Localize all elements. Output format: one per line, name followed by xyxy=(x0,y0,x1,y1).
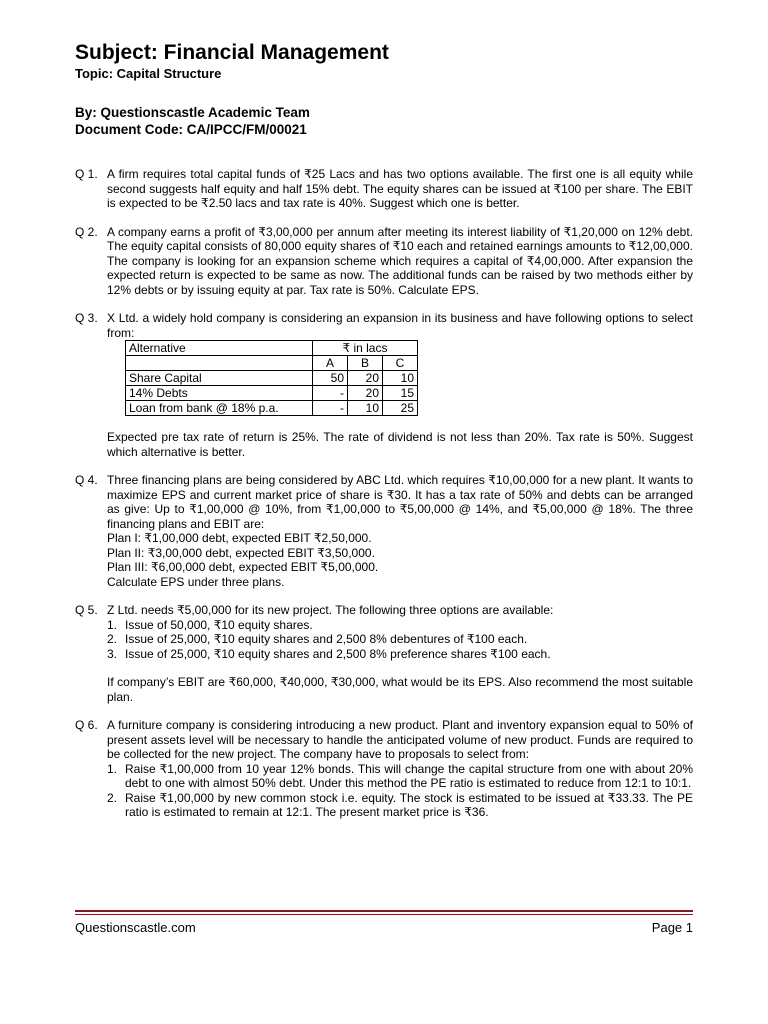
subject-title: Subject: Financial Management xyxy=(75,41,389,64)
table-col-a: A xyxy=(313,356,348,371)
option-text: Issue of 25,000, ₹10 equity shares and 2,500 8% debentures of ₹100 each. xyxy=(125,632,528,646)
table-cell-empty xyxy=(126,356,313,371)
option-list xyxy=(107,762,693,820)
question-number: Q 6. xyxy=(75,718,98,732)
question-number: Q 1. xyxy=(75,167,98,181)
question-1 xyxy=(75,167,693,211)
cell-a: 50 xyxy=(313,371,348,386)
question-4 xyxy=(75,473,693,589)
footer-rule xyxy=(75,910,693,912)
option-text: Raise ₹1,00,000 by new common stock i.e. equity. The stock is estimated to be issued at ₹33.33. The PE ratio is estimated to remain at 12:1. The present market price is ₹36. xyxy=(125,790,693,819)
option-number: 2. xyxy=(107,632,118,646)
plan-1: Plan I: ₹1,00,000 debt, expected EBIT ₹2,50,000. xyxy=(107,531,372,545)
cell-a: - xyxy=(313,401,348,416)
question-2 xyxy=(75,225,693,298)
question-text: Three financing plans are being considered by ABC Ltd. which requires ₹10,00,000 for a new plant. It wants to maximize EPS and current market price of share is ₹30. It has a tax rate of 50% and debts can be arranged as give: Up to ₹1,00,000 @ 10%, from ₹1,00,000 to ₹5,00,000 @ 14%, and ₹5,00,000 @ 18%. The three financing plans and EBIT are: xyxy=(107,473,693,531)
question-6 xyxy=(75,718,693,820)
plan-2: Plan II: ₹3,00,000 debt, expected EBIT ₹3,50,000. xyxy=(107,545,375,560)
question-followup: Expected pre tax rate of return is 25%. The rate of dividend is not less than 20%. Tax rate is 50%. Suggest which alternative is better. xyxy=(107,430,693,459)
question-text: A furniture company is considering introducing a new product. Plant and inventory expansion equal to 50% of present assets level will be necessary to handle the anticipated volume of new product. Funds are required to be collected for the new project. The company have to proposals to select from: xyxy=(107,718,693,761)
cell-c: 15 xyxy=(383,386,418,401)
list-item xyxy=(107,618,693,633)
topic-line: Topic: Capital Structure xyxy=(75,66,222,81)
document-code: Document Code: CA/IPCC/FM/00021 xyxy=(75,122,307,137)
question-5 xyxy=(75,603,693,704)
list-item xyxy=(107,762,693,791)
author-block xyxy=(75,104,693,138)
option-text: Issue of 50,000, ₹10 equity shares. xyxy=(125,617,313,632)
table-row xyxy=(126,371,418,386)
cell-c: 10 xyxy=(383,371,418,386)
question-number: Q 4. xyxy=(75,473,98,487)
cell-b: 20 xyxy=(348,386,383,401)
question-text: Z Ltd. needs ₹5,00,000 for its new project. The following three options are available: xyxy=(107,603,554,617)
cell-a: - xyxy=(313,386,348,401)
table-row xyxy=(126,401,418,416)
question-text: A company earns a profit of ₹3,00,000 per annum after meeting its interest liability of ₹1,20,000 on 12% debt. The equity capital consists of 80,000 equity shares of ₹10 each and retained earnings amounts to ₹12,00,000. The company is looking for an expansion scheme which requires a capital of ₹4,00,000. After expansion the expected return is expected to be same as now. The additional funds can be raised by two methods either by 12% debts or by issuing equity at par. Tax rate is 50%. Calculate EPS. xyxy=(107,224,693,297)
list-item xyxy=(107,632,693,647)
option-text: Raise ₹1,00,000 from 10 year 12% bonds. This will change the capital structure from one with about 20% debt to one with almost 50% debt. Under this method the PE ratio is estimated to reduce from 12:1 to 10:1. xyxy=(125,761,693,790)
question-number: Q 2. xyxy=(75,224,98,239)
cell-c: 25 xyxy=(383,401,418,416)
question-number: Q 5. xyxy=(75,603,98,617)
plan-3: Plan III: ₹6,00,000 debt, expected EBIT ₹5,00,000. xyxy=(107,560,379,574)
row-label: 14% Debts xyxy=(126,386,313,401)
list-item xyxy=(107,791,693,820)
table-column-row xyxy=(126,356,418,371)
table-col-c: C xyxy=(383,356,418,371)
cell-b: 20 xyxy=(348,371,383,386)
question-followup: If company’s EBIT are ₹60,000, ₹40,000, ₹30,000, what would be its EPS. Also recommend the most suitable plan. xyxy=(107,675,693,704)
question-text: A firm requires total capital funds of ₹25 Lacs and has two options available. The first one is all equity while second suggests half equity and half 15% debt. The equity shares can be issued at ₹100 per share. The EBIT is expected to be ₹2.50 lacs and tax rate is 40%. Suggest which one is better. xyxy=(107,167,693,210)
option-number: 1. xyxy=(107,617,118,632)
table-row xyxy=(126,386,418,401)
table-header-label: Alternative xyxy=(126,341,313,356)
option-number: 2. xyxy=(107,790,118,805)
author-line: By: Questionscastle Academic Team xyxy=(75,105,310,120)
question-3 xyxy=(75,311,693,459)
option-list xyxy=(107,618,693,662)
question-number: Q 3. xyxy=(75,311,98,325)
option-number: 1. xyxy=(107,761,118,776)
table-unit-label: ₹ in lacs xyxy=(313,341,418,356)
list-item xyxy=(107,647,693,662)
row-label: Loan from bank @ 18% p.a. xyxy=(126,401,313,416)
question-text: X Ltd. a widely hold company is considering an expansion in its business and have following options to select from: xyxy=(107,311,693,340)
footer-rule-thin xyxy=(75,914,693,915)
question-closing: Calculate EPS under three plans. xyxy=(107,574,285,589)
option-number: 3. xyxy=(107,646,118,661)
alternatives-table xyxy=(125,340,418,416)
page-number: Page 1 xyxy=(651,920,693,935)
footer-site: Questionscastle.com xyxy=(75,920,196,935)
page-footer xyxy=(75,910,693,935)
question-list xyxy=(75,167,693,820)
option-text: Issue of 25,000, ₹10 equity shares and 2,500 8% preference shares ₹100 each. xyxy=(125,646,551,661)
table-col-b: B xyxy=(348,356,383,371)
document-page xyxy=(75,40,693,834)
cell-b: 10 xyxy=(348,401,383,416)
row-label: Share Capital xyxy=(126,371,313,386)
table-header-row xyxy=(126,341,418,356)
